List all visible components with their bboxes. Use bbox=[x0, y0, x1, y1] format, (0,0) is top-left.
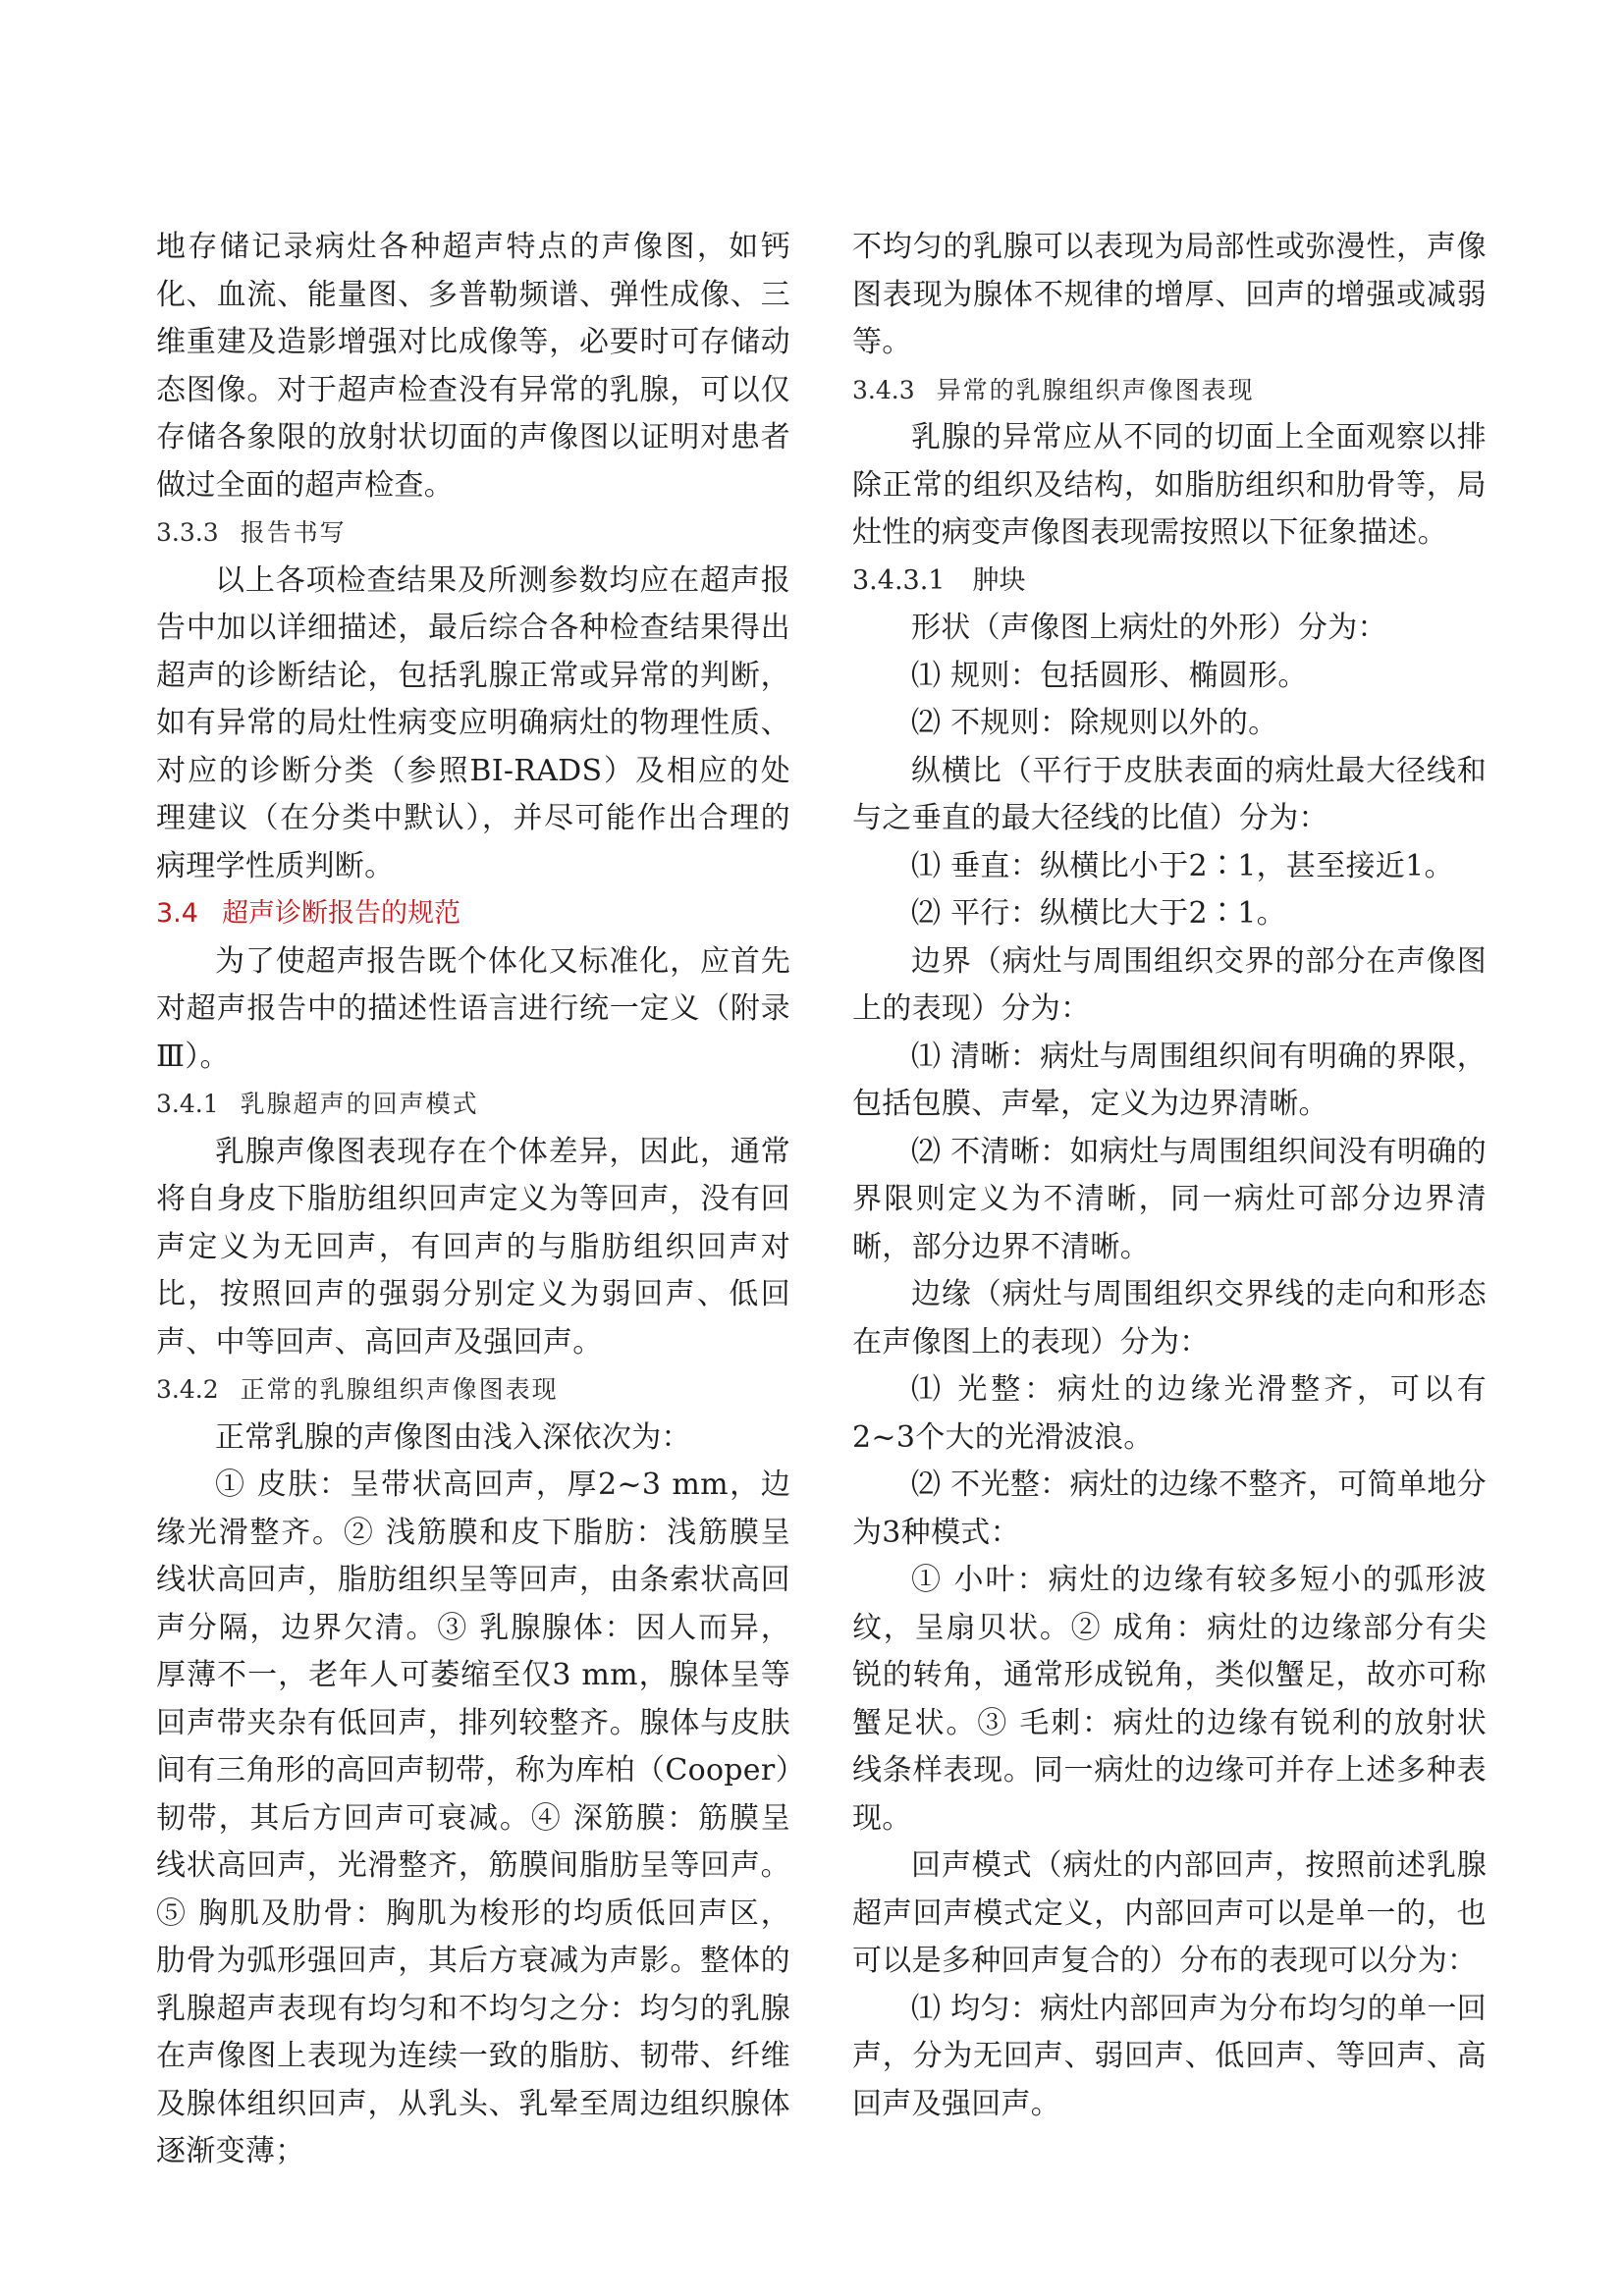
paragraph: 乳腺的异常应从不同的切面上全面观察以排除正常的组织及结构，如脂肪组织和肋骨等，局灶性的病变声像图表现需按照以下征象描述。 bbox=[852, 420, 1487, 550]
paragraph: 地存储记录病灶各种超声特点的声像图，如钙化、血流、能量图、多普勒频谱、弹性成像、三维重建及造影增强对比成像等，必要时可存储动态图像。对于超声检查没有异常的乳腺，可以仅存储各象限的放射状切面的声像图以证明对患者做过全面的超声检查。 bbox=[156, 230, 790, 503]
list-item: ⑵ 平行：纵横比大于2∶1。 bbox=[911, 896, 1286, 931]
section-heading-3-4-3-1: 3.4.3.1 肿块 bbox=[852, 564, 1026, 596]
paragraph: 为了使超声报告既个体化又标准化，应首先对超声报告中的描述性语言进行统一定义（附录Ⅲ）。 bbox=[156, 943, 790, 1074]
paragraph: 回声模式（病灶的内部回声，按照前述乳腺超声回声模式定义，内部回声可以是单一的，也可以是多种回声复合的）分布的表现可以分为： bbox=[852, 1848, 1487, 1978]
paragraph: 纵横比（平行于皮肤表面的病灶最大径线和与之垂直的最大径线的比值）分为： bbox=[852, 753, 1487, 835]
section-heading-3-4: 3.4 超声诊断报告的规范 bbox=[156, 898, 460, 929]
right-column bbox=[852, 224, 1487, 2128]
paragraph: ① 小叶：病灶的边缘有较多短小的弧形波纹，呈扇贝状。② 成角：病灶的边缘部分有尖锐的转角，通常形成锐角，类似蟹足，故亦可称蟹足状。③ 毛刺：病灶的边缘有锐利的放射状线条样表现。同一病灶的边缘可并存上述多种表现。 bbox=[852, 1563, 1487, 1836]
paragraph: 边界（病灶与周围组织交界的部分在声像图上的表现）分为： bbox=[852, 943, 1487, 1026]
section-heading-3-3-3: 3.3.3 报告书写 bbox=[156, 518, 347, 547]
list-item: ⑵ 不光整：病灶的边缘不整齐，可简单地分为3种模式： bbox=[852, 1468, 1487, 1550]
list-item: ⑴ 垂直：纵横比小于2∶1，甚至接近1。 bbox=[911, 848, 1454, 883]
list-item: ⑴ 均匀：病灶内部回声为分布均匀的单一回声，分为无回声、弱回声、低回声、等回声、高回声及强回声。 bbox=[852, 1991, 1487, 2121]
list-item: ⑴ 光整：病灶的边缘光滑整齐，可以有2~3个大的光滑波浪。 bbox=[852, 1372, 1487, 1455]
list-item: ⑵ 不清晰：如病灶与周围组织间没有明确的界限则定义为不清晰，同一病灶可部分边界清晰，部分边界不清晰。 bbox=[852, 1134, 1487, 1264]
list-item: ⑵ 不规则：除规则以外的。 bbox=[911, 706, 1278, 740]
paragraph: 形状（声像图上病灶的外形）分为： bbox=[911, 611, 1387, 645]
paragraph: 边缘（病灶与周围组织交界线的走向和形态在声像图上的表现）分为： bbox=[852, 1277, 1487, 1360]
list-item: ⑴ 清晰：病灶与周围组织间有明确的界限，包括包膜、声晕，定义为边界清晰。 bbox=[852, 1039, 1487, 1121]
section-heading-3-4-1: 3.4.1 乳腺超声的回声模式 bbox=[156, 1090, 479, 1118]
list-item: ⑴ 规则：包括圆形、椭圆形。 bbox=[911, 658, 1308, 693]
paragraph: 正常乳腺的声像图由浅入深依次为： bbox=[215, 1419, 691, 1455]
paragraph: 不均匀的乳腺可以表现为局部性或弥漫性，声像图表现为腺体不规律的增厚、回声的增强或减弱等。 bbox=[852, 230, 1487, 359]
section-heading-3-4-3: 3.4.3 异常的乳腺组织声像图表现 bbox=[852, 375, 1255, 404]
paragraph: 以上各项检查结果及所测参数均应在超声报告中加以详细描述，最后综合各种检查结果得出超声的诊断结论，包括乳腺正常或异常的判断，如有异常的局灶性病变应明确病灶的物理性质、对应的诊断分类（参照BI-RADS）及相应的处理建议（在分类中默认），并尽可能作出合理的病理学性质判断。 bbox=[156, 562, 790, 883]
section-heading-3-4-2: 3.4.2 正常的乳腺组织声像图表现 bbox=[156, 1375, 559, 1404]
left-column bbox=[156, 224, 790, 2176]
paragraph: ① 皮肤：呈带状高回声，厚2~3 mm，边缘光滑整齐。② 浅筋膜和皮下脂肪：浅筋膜呈线状高回声，脂肪组织呈等回声，由条索状高回声分隔，边界欠清。③ 乳腺腺体：因人而异，厚薄不一，老年人可萎缩至仅3 mm，腺体呈等回声带夹杂有低回声，排列较整齐。腺体与皮肤间有三角形的高回声韧带，称为库柏（Cooper）韧带，其后方回声可衰减。④ 深筋膜：筋膜呈线状高回声，光滑整齐，筋膜间脂肪呈等回声。⑤ 胸肌及肋骨：胸肌为梭形的均质低回声区，肋骨为弧形强回声，其后方衰减为声影。整体的乳腺超声表现有均匀和不均匀之分：均匀的乳腺在声像图上表现为连续一致的脂肪、韧带、纤维及腺体组织回声，从乳头、乳晕至周边组织腺体逐渐变薄； bbox=[156, 1468, 790, 2168]
paragraph: 乳腺声像图表现存在个体差异，因此，通常将自身皮下脂肪组织回声定义为等回声，没有回声定义为无回声，有回声的与脂肪组织回声对比，按照回声的强弱分别定义为弱回声、低回声、中等回声、高回声及强回声。 bbox=[156, 1134, 790, 1360]
